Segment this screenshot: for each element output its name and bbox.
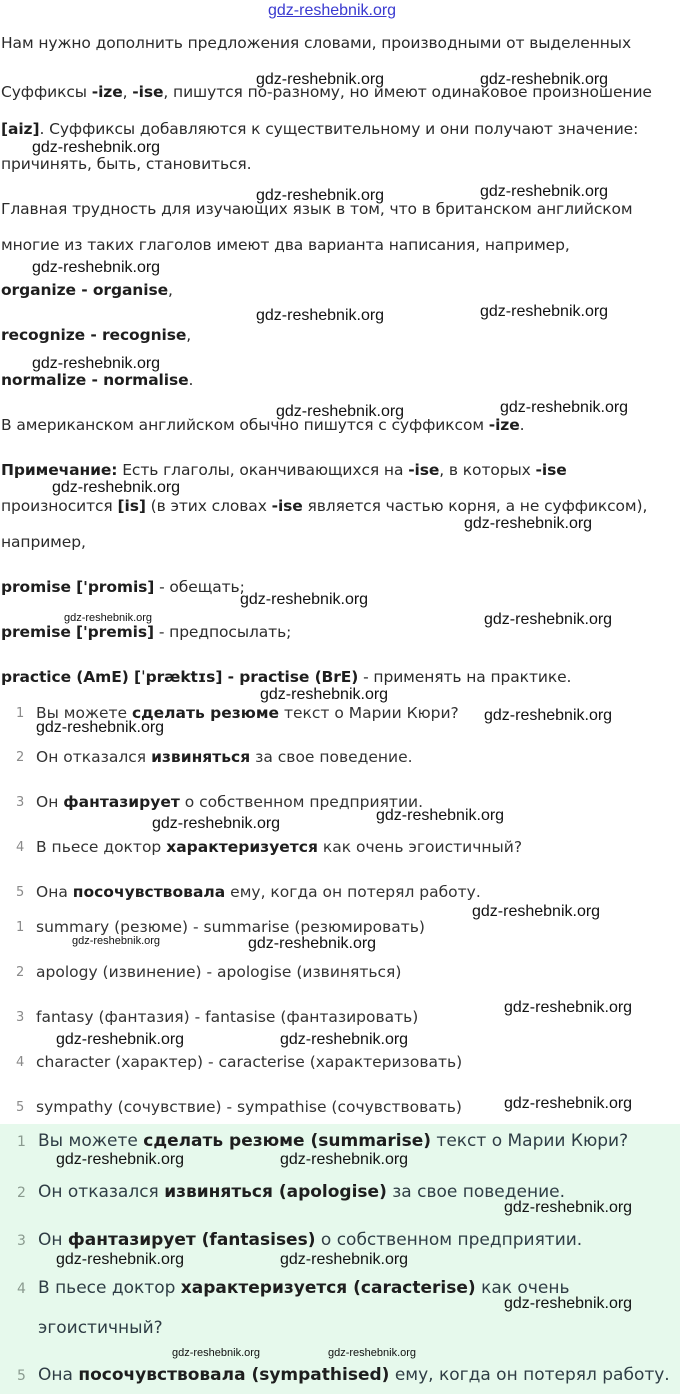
note-line3: например, <box>1 533 86 551</box>
list-number: 3 <box>16 1010 25 1025</box>
answer-sentence <box>38 1230 582 1250</box>
list-number: 1 <box>17 1134 26 1150</box>
watermark: gdz-reshebnik.org <box>280 1031 409 1048</box>
highlight-word: сделать резюме <box>131 704 280 722</box>
text: , в которых <box>439 461 536 479</box>
text: , <box>186 326 192 344</box>
example-normalize <box>1 371 193 389</box>
list-number: 2 <box>16 965 25 980</box>
watermark: gdz-reshebnik.org <box>472 903 601 920</box>
task-sentence <box>36 748 413 766</box>
text: В пьесе доктор <box>38 1278 181 1298</box>
text: за свое поведение. <box>386 1182 565 1202</box>
example-word: promise ['promis] <box>1 578 155 596</box>
answer-sentence <box>38 1182 565 1202</box>
note-line2 <box>1 497 647 515</box>
answer-sentence <box>38 1278 569 1298</box>
text: как очень <box>475 1278 570 1298</box>
text: - применять на практике. <box>358 668 572 686</box>
list-number: 4 <box>16 840 25 855</box>
watermark: gdz-reshebnik.org <box>504 1095 633 1112</box>
watermark: gdz-reshebnik.org <box>152 815 281 832</box>
text: о собственном предприятии. <box>315 1230 583 1250</box>
example-premise <box>1 623 291 641</box>
watermark: gdz-reshebnik.org <box>376 807 505 824</box>
suffix-ise: -ise <box>535 461 567 479</box>
word-derivation: apology (извинение) - apologise (извиняться) <box>36 963 402 981</box>
watermark: gdz-reshebnik.org <box>56 1251 185 1268</box>
watermark: gdz-reshebnik.org <box>256 187 385 204</box>
example-practice <box>1 668 571 686</box>
answer-sentence <box>38 1365 670 1385</box>
text: В американском английском обычно пишутся с суффиксом <box>1 416 489 434</box>
list-number: 5 <box>17 1368 26 1384</box>
example-word: premise ['premis] <box>1 623 155 641</box>
list-number: 4 <box>17 1281 26 1297</box>
note-label: Примечание: <box>1 461 118 479</box>
highlight-word: посочувствовала (sympathised) <box>78 1365 390 1385</box>
transcription: [aiz] <box>1 120 40 138</box>
answer-sentence <box>38 1131 628 1151</box>
example-word: practice (AmE) [ˈpræktɪs] - practise (BrE) <box>1 668 359 686</box>
watermark: gdz-reshebnik.org <box>256 307 385 324</box>
list-number: 3 <box>17 1233 26 1249</box>
text: ему, когда он потерял работу. <box>225 883 481 901</box>
answer-sentence-cont: эгоистичный? <box>38 1318 163 1338</box>
watermark: gdz-reshebnik.org <box>480 71 609 88</box>
watermark: gdz-reshebnik.org <box>32 259 161 276</box>
text: В пьесе доктор <box>36 838 167 856</box>
watermark: gdz-reshebnik.org <box>56 1031 185 1048</box>
list-number: 3 <box>16 795 25 810</box>
difficulty-line1: Главная трудность для изучающих язык в том, что в британском английском <box>1 200 633 218</box>
difficulty-line2: многие из таких глаголов имеют два варианта написания, например, <box>1 236 570 254</box>
example-word: organize - organise <box>1 281 168 299</box>
suffix-rule-line3: причинять, быть, становиться. <box>1 155 252 173</box>
task-sentence <box>36 883 481 901</box>
text: , <box>168 281 173 299</box>
watermark: gdz-reshebnik.org <box>72 935 161 947</box>
watermark: gdz-reshebnik.org <box>484 611 613 628</box>
highlight-word: характеризуется (caracterise) <box>180 1278 476 1298</box>
word-derivation: sympathy (сочувствие) - sympathise (сочувствовать) <box>36 1098 462 1116</box>
watermark: gdz-reshebnik.org <box>32 139 161 156</box>
watermark: gdz-reshebnik.org <box>64 612 153 624</box>
text: как очень эгоистичный? <box>317 838 523 856</box>
watermark: gdz-reshebnik.org <box>248 935 377 952</box>
text: . <box>188 371 194 389</box>
watermark: gdz-reshebnik.org <box>260 686 389 703</box>
watermark: gdz-reshebnik.org <box>504 1295 633 1312</box>
text: Он отказался <box>38 1182 165 1202</box>
highlight-word: извиняться <box>151 748 251 766</box>
example-word: normalize - normalise <box>1 371 189 389</box>
text: - предпосылать; <box>154 623 292 641</box>
watermark: gdz-reshebnik.org <box>56 1151 185 1168</box>
text: Вы можете <box>36 704 132 722</box>
watermark: gdz-reshebnik.org <box>240 591 369 608</box>
highlight-word: фантазирует (fantasises) <box>67 1230 316 1250</box>
text: произносится <box>1 497 118 515</box>
highlight-word: фантазирует <box>63 793 180 811</box>
suffix-ise: -ise <box>271 497 303 515</box>
watermark: gdz-reshebnik.org <box>256 71 385 88</box>
text: Она <box>38 1365 79 1385</box>
watermark: gdz-reshebnik.org <box>32 355 161 372</box>
text: за свое поведение. <box>250 748 413 766</box>
highlight-word: извиняться (apologise) <box>164 1182 387 1202</box>
site-link[interactable]: gdz-reshebnik.org <box>268 2 397 19</box>
list-number: 1 <box>16 706 25 721</box>
list-number: 2 <box>16 750 25 765</box>
watermark: gdz-reshebnik.org <box>480 183 609 200</box>
suffix-ize: -ize <box>91 83 123 101</box>
watermark: gdz-reshebnik.org <box>504 999 633 1016</box>
highlight-word: посочувствовала <box>72 883 226 901</box>
watermark: gdz-reshebnik.org <box>276 403 405 420</box>
text: Он отказался <box>36 748 152 766</box>
text: текст о Марии Кюри? <box>431 1131 629 1151</box>
suffix-rule-line2 <box>1 120 638 138</box>
highlight-word: характеризуется <box>166 838 318 856</box>
watermark: gdz-reshebnik.org <box>52 479 181 496</box>
list-number: 5 <box>16 885 25 900</box>
watermark: gdz-reshebnik.org <box>328 1347 417 1359</box>
word-derivation: character (характер) - caracterise (характеризовать) <box>36 1053 463 1071</box>
watermark: gdz-reshebnik.org <box>504 1199 633 1216</box>
list-number: 5 <box>16 1100 25 1115</box>
word-derivation: summary (резюме) - summarise (резюмировать) <box>36 918 425 936</box>
list-number: 4 <box>16 1055 25 1070</box>
text: Она <box>36 883 73 901</box>
watermark: gdz-reshebnik.org <box>500 399 629 416</box>
watermark: gdz-reshebnik.org <box>280 1251 409 1268</box>
text: , <box>122 83 133 101</box>
text: Суффиксы <box>1 83 92 101</box>
suffix-ise: -ise <box>408 461 440 479</box>
text: текст о Марии Кюри? <box>279 704 459 722</box>
text: является частью корня, а не суффиксом), <box>302 497 648 515</box>
text: . Суффиксы добавляются к существительному и они получают значение: <box>39 120 639 138</box>
task-sentence <box>36 838 522 856</box>
watermark: gdz-reshebnik.org <box>36 719 165 736</box>
text: Он <box>38 1230 68 1250</box>
word-derivation: fantasy (фантазия) - fantasise (фантазировать) <box>36 1008 419 1026</box>
text: - обещать; <box>154 578 245 596</box>
american-note <box>1 416 524 434</box>
watermark: gdz-reshebnik.org <box>480 303 609 320</box>
text: Он <box>36 793 64 811</box>
watermark: gdz-reshebnik.org <box>464 515 593 532</box>
example-promise <box>1 578 245 596</box>
text: (в этих словах <box>145 497 272 515</box>
example-organize <box>1 281 173 299</box>
list-number: 1 <box>16 920 25 935</box>
note-line1 <box>1 461 567 479</box>
suffix-ize: -ize <box>488 416 520 434</box>
example-recognize <box>1 326 191 344</box>
text: , пишутся по-разному, но имеют одинаковое произношение <box>163 83 652 101</box>
watermark: gdz-reshebnik.org <box>280 1151 409 1168</box>
text: о собственном предприятии. <box>179 793 424 811</box>
example-word: recognize - recognise <box>1 326 187 344</box>
watermark: gdz-reshebnik.org <box>484 707 613 724</box>
intro-text: Нам нужно дополнить предложения словами, производными от выделенных <box>1 34 632 52</box>
list-number: 2 <box>17 1185 26 1201</box>
text: Есть глаголы, оканчивающихся на <box>117 461 409 479</box>
transcription: [is] <box>117 497 146 515</box>
text: . <box>519 416 525 434</box>
text: Вы можете <box>38 1131 144 1151</box>
text: ему, когда он потерял работу. <box>389 1365 670 1385</box>
highlight-word: сделать резюме (summarise) <box>143 1131 432 1151</box>
suffix-ise: -ise <box>132 83 164 101</box>
watermark: gdz-reshebnik.org <box>172 1347 261 1359</box>
task-sentence <box>36 793 423 811</box>
